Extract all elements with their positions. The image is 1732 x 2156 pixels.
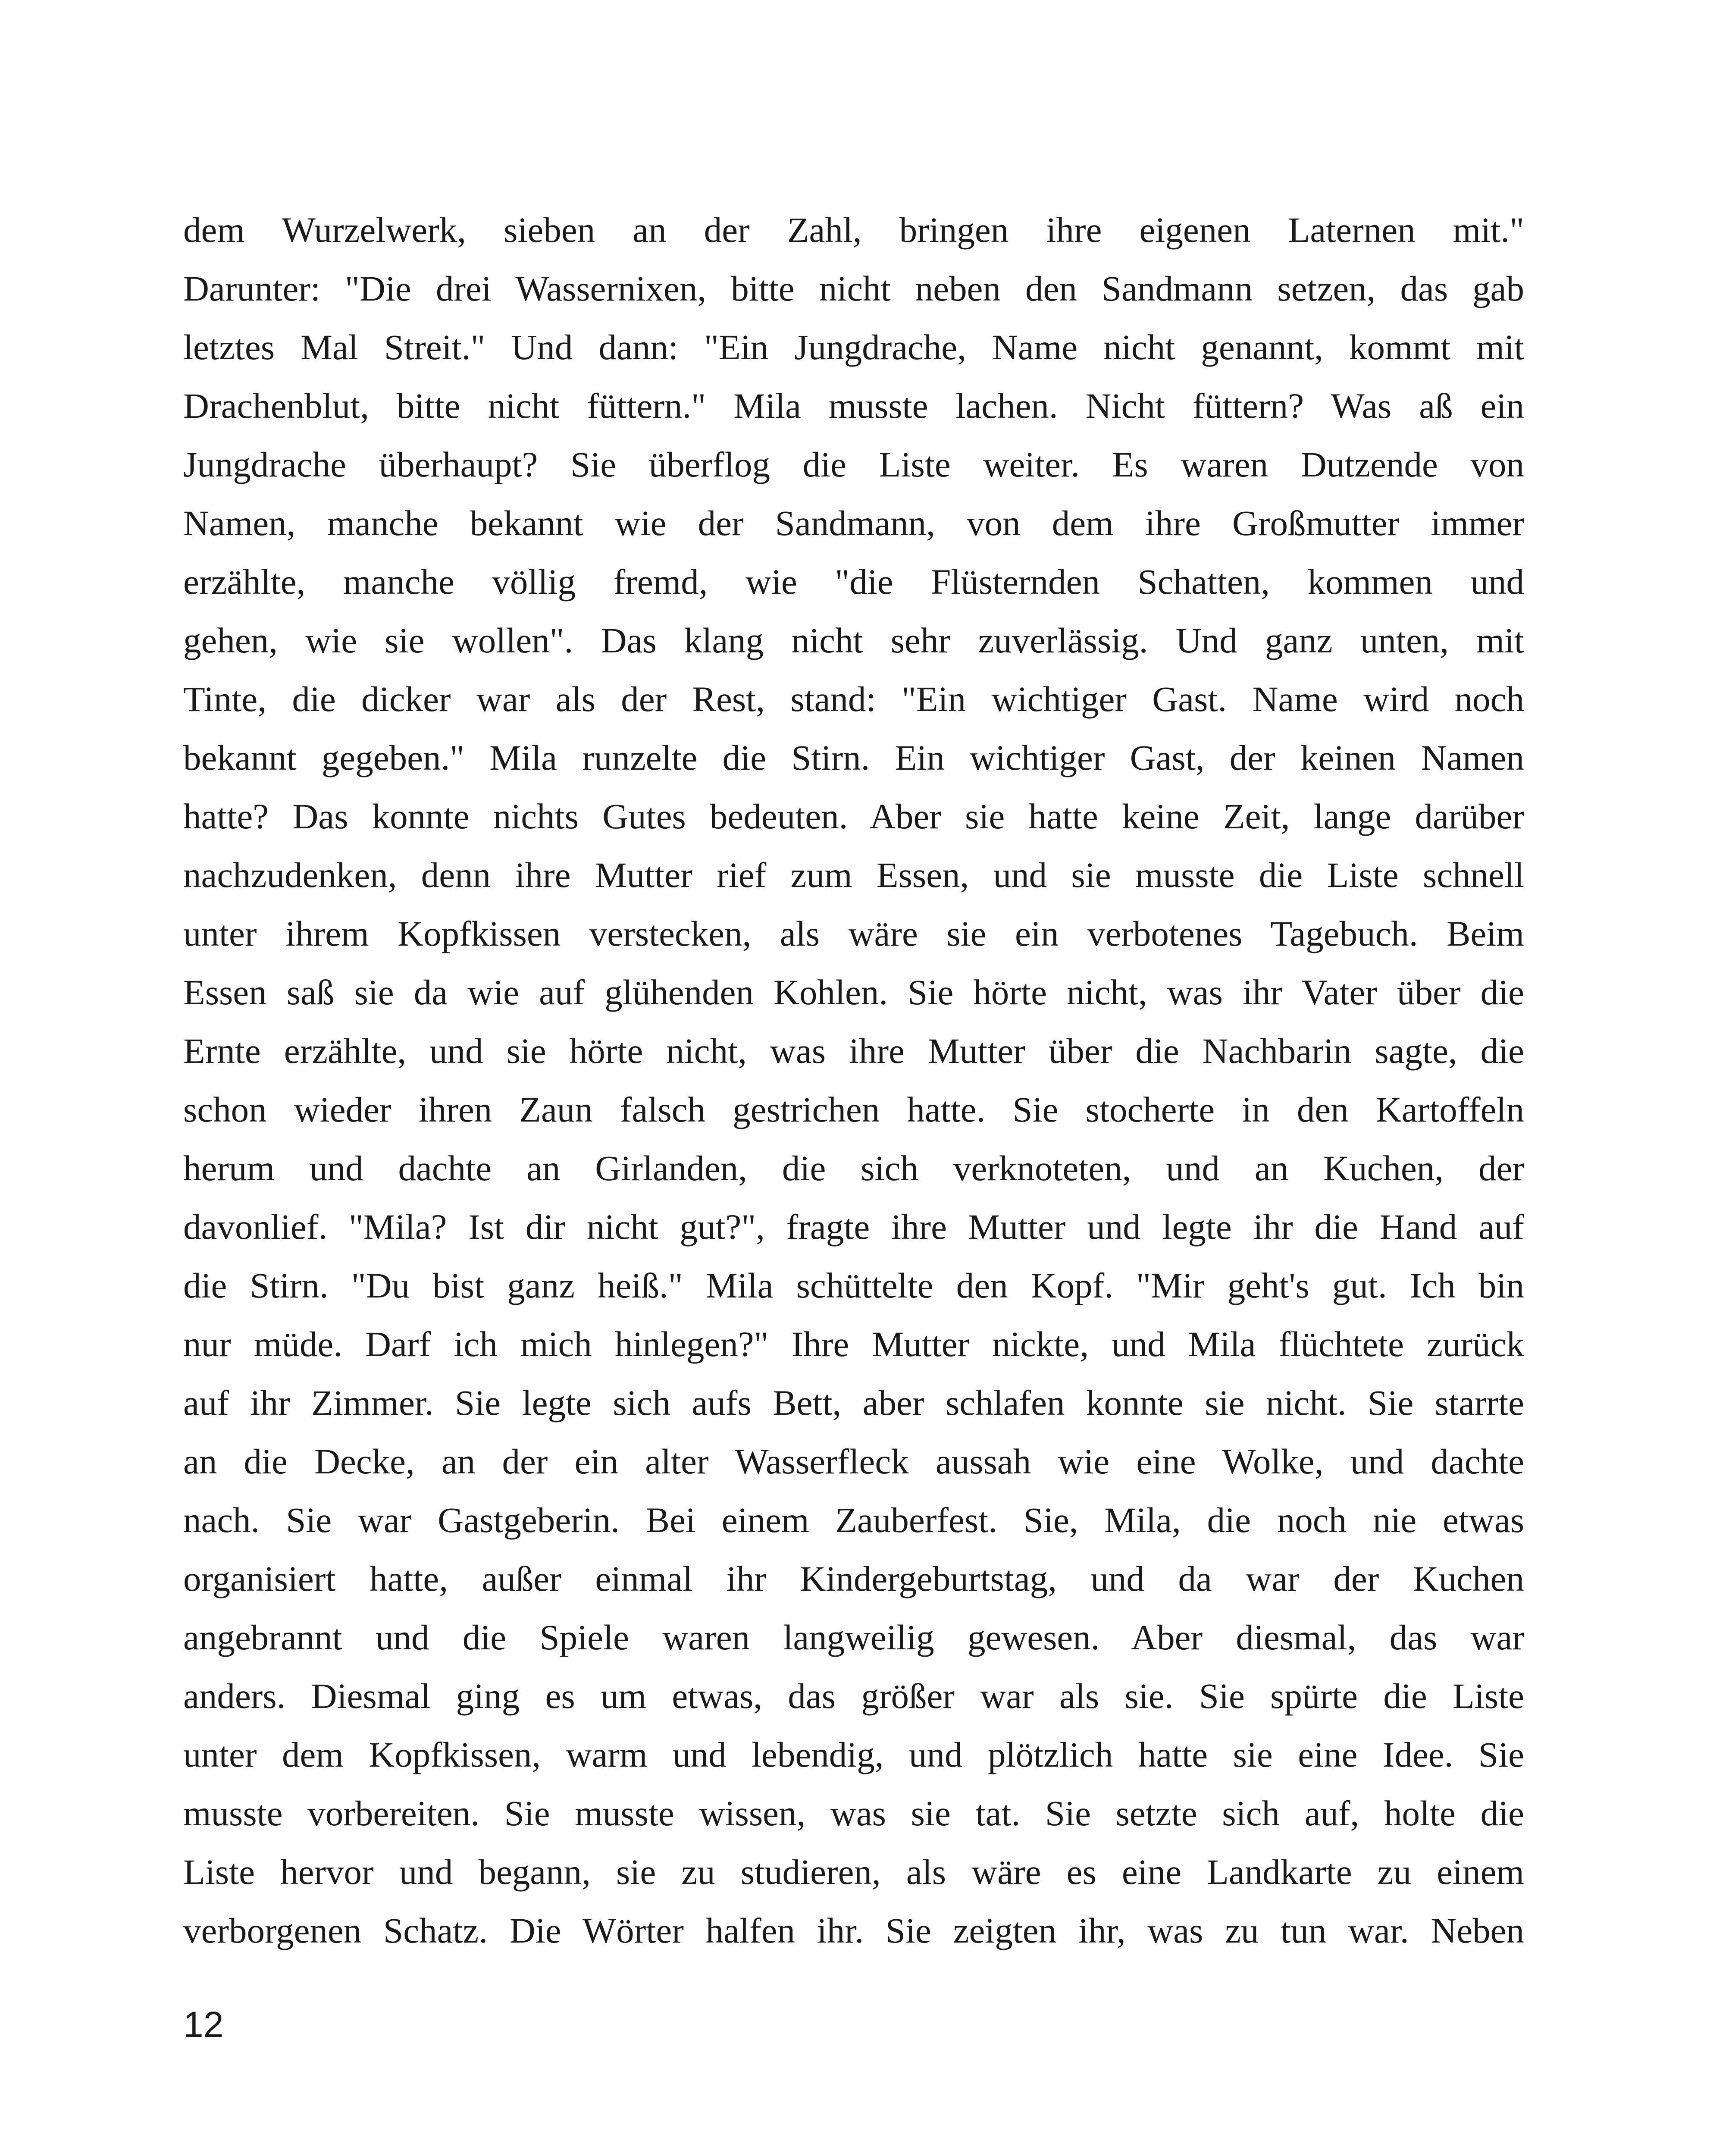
text-line-21: auf ihr Zimmer. Sie legte sich aufs Bett, aber schlafen konnte sie nicht. Sie starrte [183, 1383, 1524, 1423]
text-line-30: verborgenen Schatz. Die Wörter halfen ihr. Sie zeigten ihr, was zu tun war. Neben [183, 1911, 1524, 1950]
text-line-27: unter dem Kopfkissen, warm und lebendig, und plötzlich hatte sie eine Idee. Sie [183, 1735, 1524, 1774]
text-line-18: davonlief. "Mila? Ist dir nicht gut?", fragte ihre Mutter und legte ihr die Hand auf [183, 1207, 1524, 1247]
text-line-20: nur müde. Darf ich mich hinlegen?" Ihre Mutter nickte, und Mila flüchtete zurück [183, 1324, 1524, 1364]
text-line-25: angebrannt und die Spiele waren langweilig gewesen. Aber diesmal, das war [183, 1617, 1524, 1657]
text-line-14: Essen saß sie da wie auf glühenden Kohlen. Sie hörte nicht, was ihr Vater über die [183, 972, 1524, 1012]
text-line-17: herum und dachte an Girlanden, die sich verknoteten, und an Kuchen, der [183, 1148, 1524, 1188]
text-line-29: Liste hervor und begann, sie zu studieren, als wäre es eine Landkarte zu einem [183, 1852, 1524, 1892]
text-line-13: unter ihrem Kopfkissen verstecken, als wäre sie ein verbotenes Tagebuch. Beim [183, 914, 1524, 953]
text-line-24: organisiert hatte, außer einmal ihr Kindergeburtstag, und da war der Kuchen [183, 1559, 1524, 1598]
text-line-8: gehen, wie sie wollen". Das klang nicht sehr zuverlässig. Und ganz unten, mit [183, 620, 1524, 660]
text-line-2: Darunter: "Die drei Wassernixen, bitte nicht neben den Sandmann setzen, das gab [183, 269, 1524, 308]
text-line-5: Jungdrache überhaupt? Sie überflog die Liste weiter. Es waren Dutzende von [183, 445, 1524, 484]
text-line-10: bekannt gegeben." Mila runzelte die Stirn. Ein wichtiger Gast, der keinen Namen [183, 738, 1524, 777]
text-line-11: hatte? Das konnte nichts Gutes bedeuten. Aber sie hatte keine Zeit, lange darüber [183, 796, 1524, 836]
text-line-19: die Stirn. "Du bist ganz heiß." Mila schüttelte den Kopf. "Mir geht's gut. Ich bin [183, 1266, 1524, 1305]
text-line-9: Tinte, die dicker war als der Rest, stand: "Ein wichtiger Gast. Name wird noch [183, 679, 1524, 719]
text-line-4: Drachenblut, bitte nicht füttern." Mila musste lachen. Nicht füttern? Was aß ein [183, 386, 1524, 426]
text-line-28: musste vorbereiten. Sie musste wissen, was sie tat. Sie setzte sich auf, holte die [183, 1793, 1524, 1833]
text-line-15: Ernte erzählte, und sie hörte nicht, was ihre Mutter über die Nachbarin sagte, die [183, 1031, 1524, 1071]
page-number: 12 [183, 2004, 224, 2045]
text-line-6: Namen, manche bekannt wie der Sandmann, von dem ihre Großmutter immer [183, 503, 1524, 543]
text-line-3: letztes Mal Streit." Und dann: "Ein Jungdrache, Name nicht genannt, kommt mit [183, 327, 1524, 367]
text-line-12: nachzudenken, denn ihre Mutter rief zum Essen, und sie musste die Liste schnell [183, 855, 1524, 895]
text-line-7: erzählte, manche völlig fremd, wie "die Flüsternden Schatten, kommen und [183, 562, 1524, 602]
body-text [183, 201, 1524, 1960]
text-line-1: dem Wurzelwerk, sieben an der Zahl, bringen ihre eigenen Laternen mit." [183, 210, 1524, 250]
text-line-22: an die Decke, an der ein alter Wasserfleck aussah wie eine Wolke, und dachte [183, 1442, 1524, 1481]
text-line-16: schon wieder ihren Zaun falsch gestrichen hatte. Sie stocherte in den Kartoffeln [183, 1090, 1524, 1129]
text-line-26: anders. Diesmal ging es um etwas, das größer war als sie. Sie spürte die Liste [183, 1676, 1524, 1716]
text-line-23: nach. Sie war Gastgeberin. Bei einem Zauberfest. Sie, Mila, die noch nie etwas [183, 1500, 1524, 1540]
